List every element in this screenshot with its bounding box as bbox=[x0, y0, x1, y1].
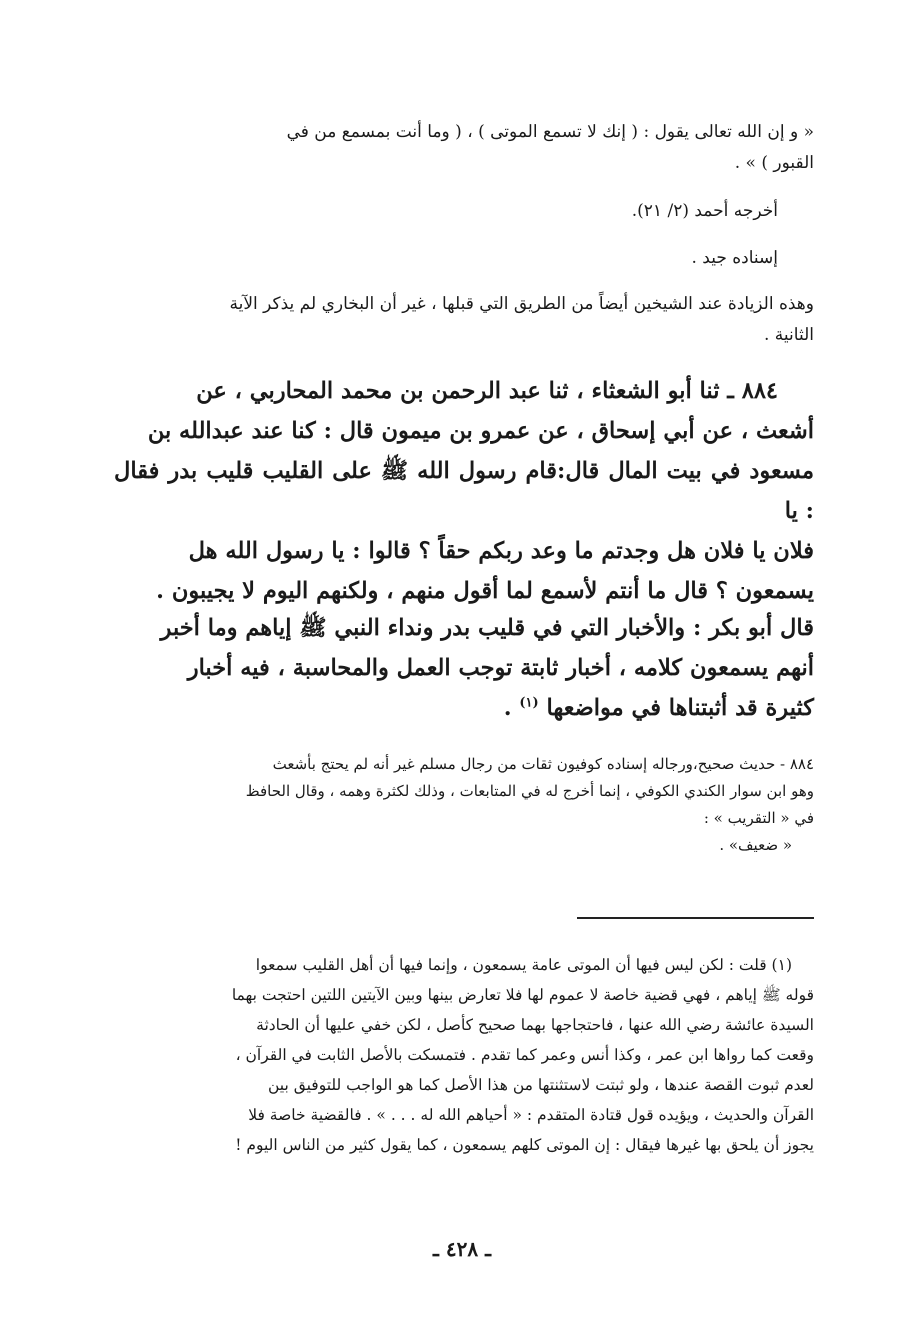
footnote-line-6: القرآن والحديث ، ويؤيده قول قتادة المتقدم : « أحياهم الله له . . . » . فالقضية خاصة فلا bbox=[248, 1106, 814, 1124]
note-line-4: « ضعيف» . bbox=[719, 836, 792, 854]
intro-section bbox=[114, 117, 814, 179]
grading-section bbox=[78, 243, 778, 274]
note-line-3: في « التقريب » : bbox=[703, 809, 814, 827]
takhrij-section bbox=[78, 196, 778, 227]
page-number: ـ ٤٢٨ ـ bbox=[433, 1237, 491, 1261]
note-line-2: وهو ابن سوار الكندي الكوفي ، إنما أخرج له في المتابعات ، وذلك لكثرة وهمه ، وقال الحافظ bbox=[245, 782, 814, 800]
commentary-line-2: أنهم يسمعون كلامه ، أخبار ثابتة توجب العمل والمحاسبة ، فيه أخبار bbox=[187, 655, 814, 681]
footnote-line-5: لعدم ثبوت القصة عندها ، ولو ثبتت لاستثنتها من هذا الأصل كما هو الواجب للتوفيق بين bbox=[267, 1076, 814, 1094]
hadith-line-1: ٨٨٤ ـ ثنا أبو الشعثاء ، ثنا عبد الرحمن بن محمد المحاربي ، عن bbox=[196, 378, 778, 404]
note-line-1: ٨٨٤ - حديث صحيح،ورجاله إسناده كوفيون ثقات من رجال مسلم غير أنه لم يحتج بأشعث bbox=[272, 755, 814, 773]
grading-text: إسناده جيد . bbox=[691, 248, 778, 268]
abu-bakr-commentary bbox=[114, 608, 814, 728]
hadith-line-3: مسعود في بيت المال قال:قام رسول الله ﷺ على القليب قليب بدر فقال : يا bbox=[114, 458, 814, 524]
addition-section bbox=[114, 289, 814, 351]
addition-line-2: الثانية . bbox=[764, 325, 814, 345]
footnote-line-2: قوله ﷺ إياهم ، فهي قضية خاصة لا عموم لها فلا تعارض بينها وبين الآيتين اللتين احتجت بهما bbox=[231, 986, 814, 1004]
addition-line-1: وهذه الزيادة عند الشيخين أيضاً من الطريق التي قبلها ، غير أن البخاري لم يذكر الآية bbox=[229, 294, 814, 314]
footnote-line-7: يجوز أن يلحق بها غيرها فيقال : إن الموتى كلهم يسمعون ، كما يقول كثير من الناس اليوم ! bbox=[235, 1136, 814, 1154]
hadith-line-5: يسمعون ؟ قال ما أنتم لأسمع لما أقول منهم ، ولكنهم اليوم لا يجيبون . bbox=[156, 578, 814, 604]
commentary-line-3-end: . bbox=[503, 695, 512, 721]
footnote-line-3: السيدة عائشة رضي الله عنها ، فاحتجاجها بهما صحيح كأصل ، لكن خفي عليها أن الحادثة bbox=[256, 1016, 814, 1034]
commentary-line-3 bbox=[114, 688, 814, 728]
footnote-line-1: (١) قلت : لكن ليس فيها أن الموتى عامة يسمعون ، وإنما فيها أن أهل القليب سمعوا bbox=[255, 956, 792, 974]
verse-line-2: القبور ) » . bbox=[734, 153, 814, 173]
hadith-884-text bbox=[114, 371, 814, 611]
footnote-divider bbox=[577, 917, 814, 919]
verse-line-1: « و إن الله تعالى يقول : ( إنك لا تسمع الموتى ) ، ( وما أنت بمسمع من في bbox=[286, 122, 814, 142]
footnote-reference[interactable]: (١) bbox=[519, 695, 539, 711]
hadith-line-4: فلان يا فلان هل وجدتم ما وعد ربكم حقاً ؟ قالوا : يا رسول الله هل bbox=[188, 538, 814, 564]
commentary-line-3-text: كثيرة قد أثبتناها في مواضعها bbox=[546, 695, 814, 721]
editor-note-884 bbox=[114, 751, 814, 859]
footnote-1 bbox=[114, 950, 814, 1160]
hadith-line-2: أشعث ، عن أبي إسحاق ، عن عمرو بن ميمون قال : كنا عند عبدالله بن bbox=[147, 418, 814, 444]
takhrij-text: أخرجه أحمد (٢/ ٢١). bbox=[631, 201, 778, 221]
footnote-line-4: وقعت كما رواها ابن عمر ، وكذا أنس وعمر كما تقدم . فتمسكت بالأصل الثابت في القرآن ، bbox=[235, 1046, 814, 1064]
commentary-line-1: قال أبو بكر : والأخبار التي في قليب بدر ونداء النبي ﷺ إياهم وما أخبر bbox=[160, 615, 814, 641]
